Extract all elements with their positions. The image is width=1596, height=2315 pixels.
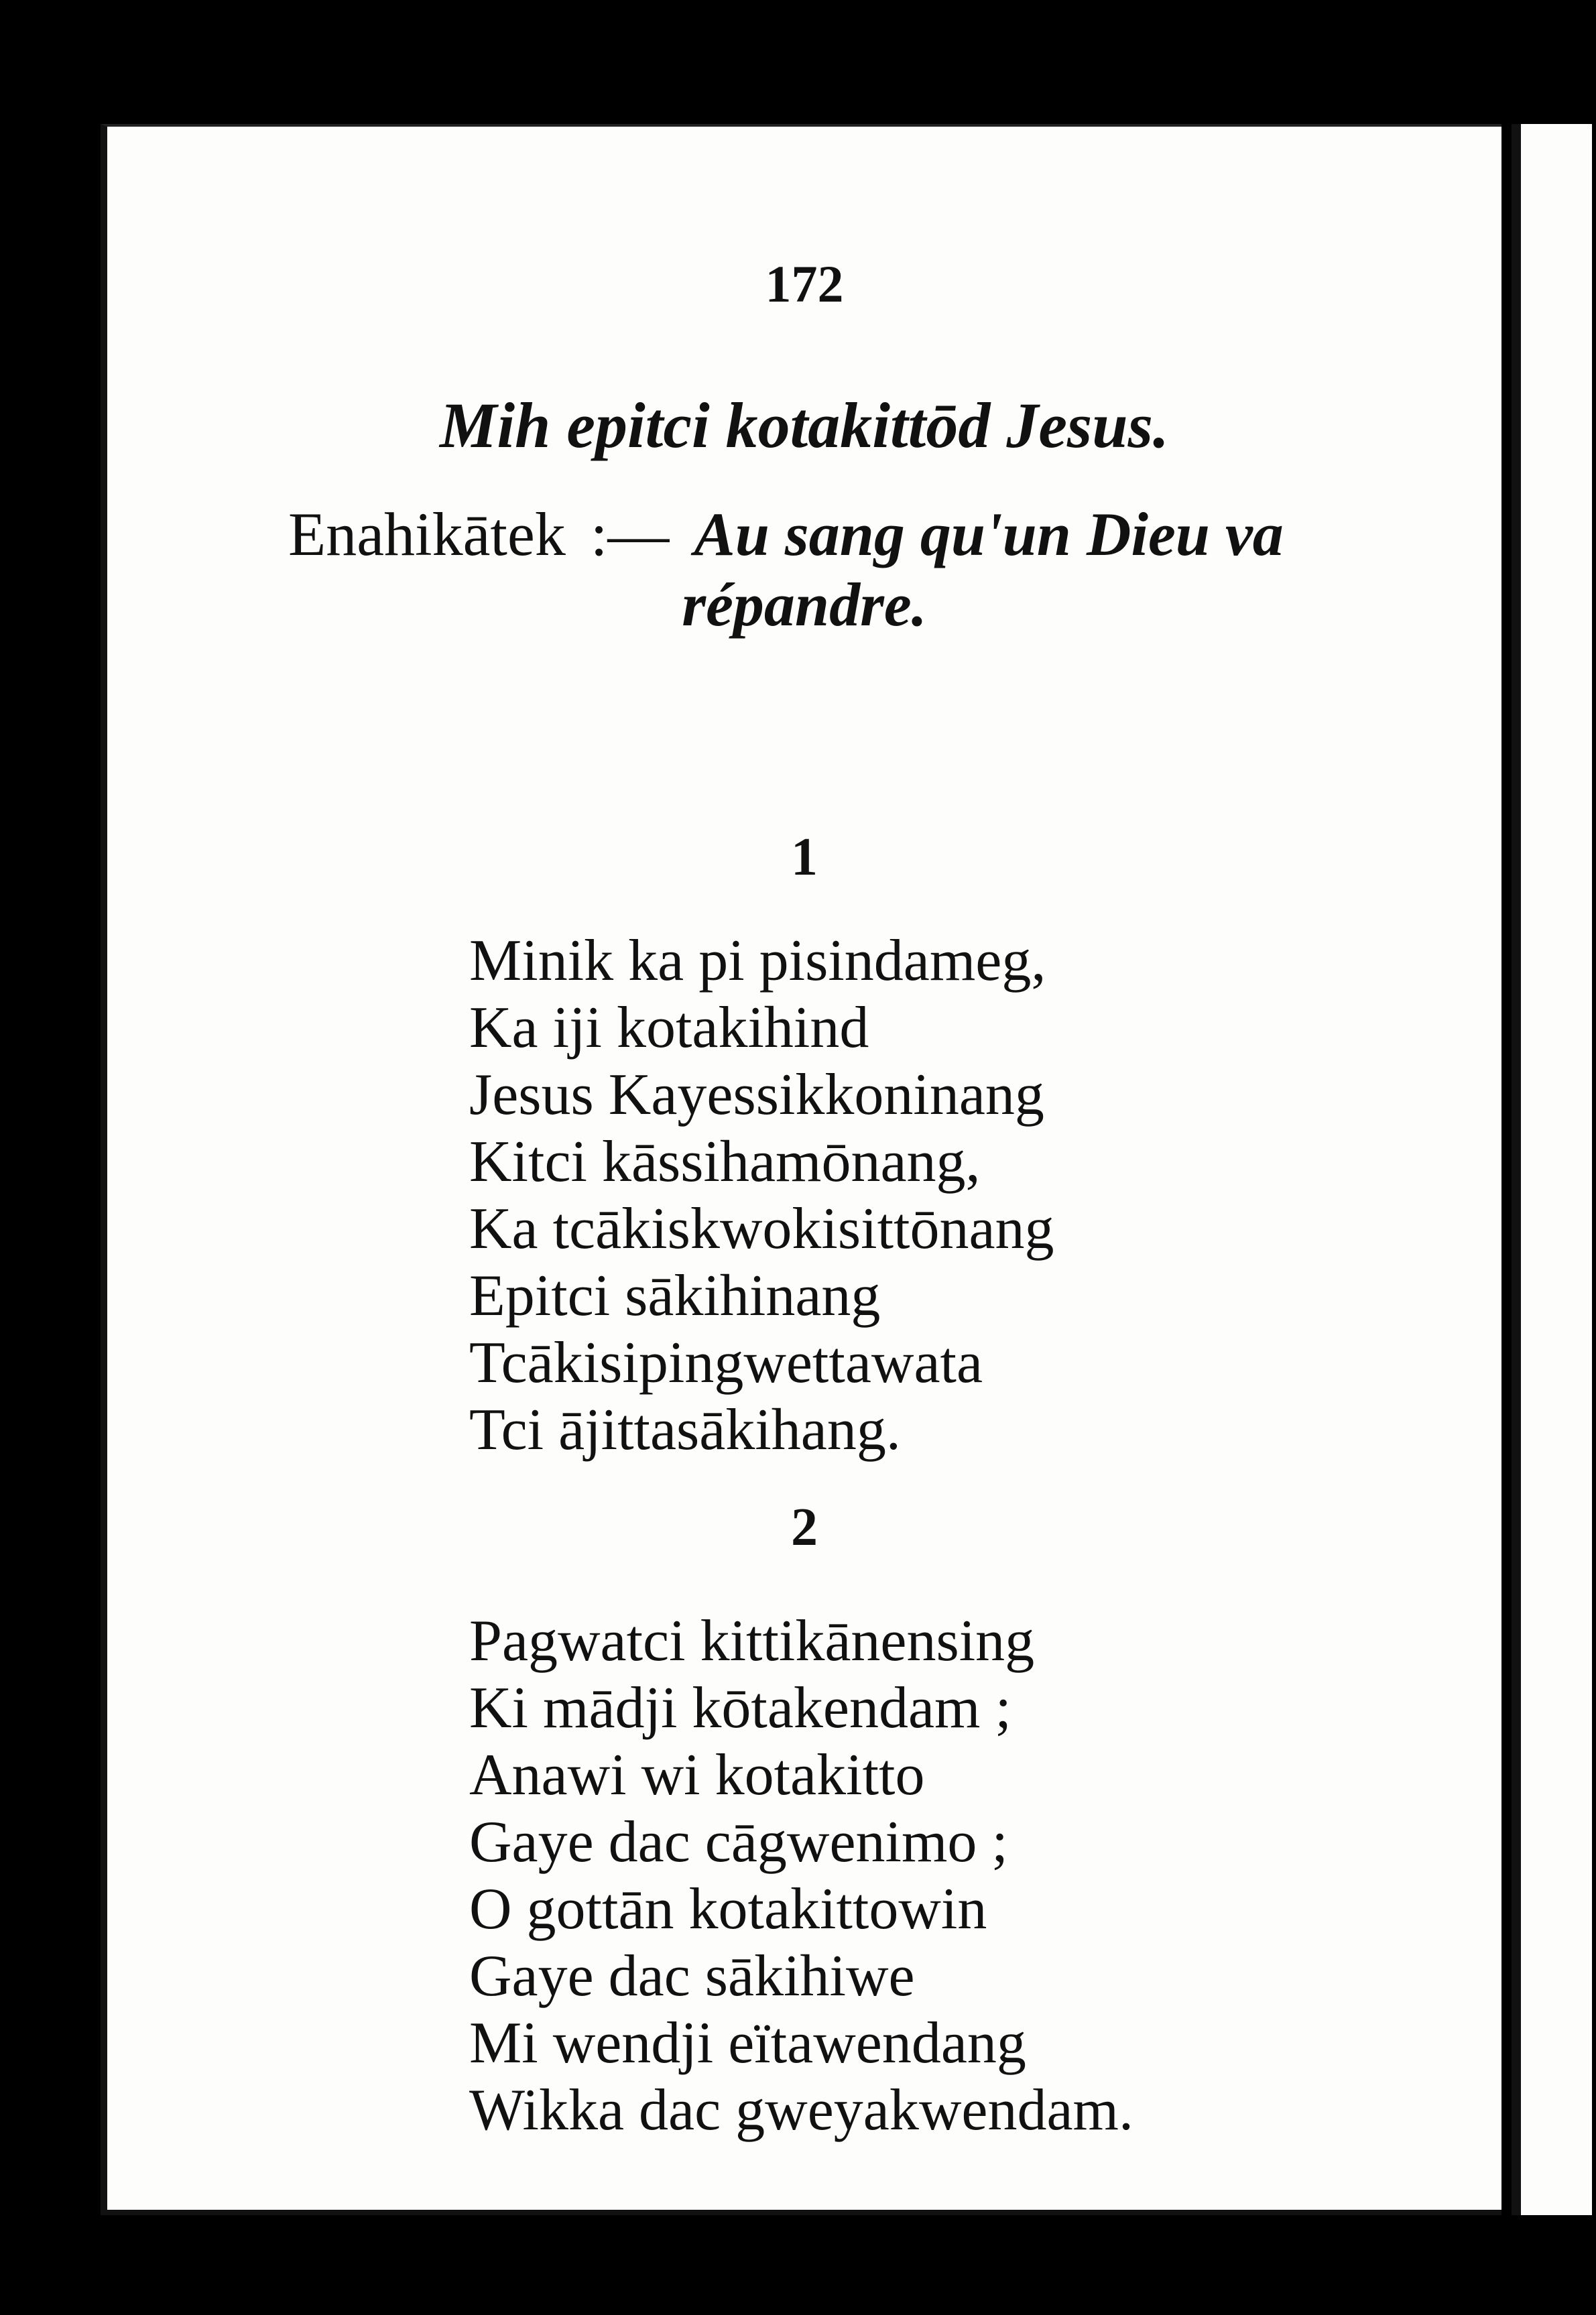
verse-line: Kitci kāssihamōnang, — [469, 1129, 981, 1194]
facing-page-edge — [1512, 124, 1592, 2215]
verse-line: Wikka dac gweyakwendam. — [469, 2078, 1133, 2143]
verse-line: Epitci sākihinang — [469, 1263, 881, 1328]
verse-line: Jesus Kayessikkoninang — [469, 1062, 1044, 1127]
verse-line: Tcākisipingwettawata — [469, 1330, 983, 1395]
page-number: 172 — [765, 255, 844, 313]
stanza-2 — [469, 1608, 1441, 2144]
tune-name-continued: répandre. — [682, 570, 927, 639]
book-page — [101, 124, 1501, 2215]
stanza-number: 2 — [791, 1498, 818, 1557]
verse-line: Minik ka pi pisindameg, — [469, 928, 1046, 993]
verse-line: Ka iji kotakihind — [469, 995, 869, 1060]
verse-line: Gaye dac cāgwenimo ; — [469, 1810, 1008, 1875]
verse-line: Gaye dac sākihiwe — [469, 1944, 915, 2009]
tune-line — [288, 499, 1501, 570]
tune-separator: :— — [590, 500, 670, 568]
hymn-title: Mih epitci kotakittōd Jesus. — [439, 389, 1170, 461]
verse-line: O gottān kotakittowin — [469, 1877, 987, 1942]
verse-line: Ki mādji kōtakendam ; — [469, 1676, 1011, 1741]
stanza-1 — [469, 928, 1441, 1464]
verse-line: Anawi wi kotakitto — [469, 1743, 925, 1808]
verse-line: Tci ājittasākihang. — [469, 1397, 901, 1462]
verse-line: Ka tcākiskwokisittōnang — [469, 1196, 1054, 1261]
tune-name: Au sang qu'un Dieu va — [694, 500, 1284, 568]
tune-label: Enahikātek — [288, 500, 566, 568]
verse-line: Pagwatci kittikānensing — [469, 1609, 1035, 1674]
stanza-number: 1 — [791, 828, 818, 887]
verse-line: Mi wendji eïtawendang — [469, 2011, 1026, 2076]
